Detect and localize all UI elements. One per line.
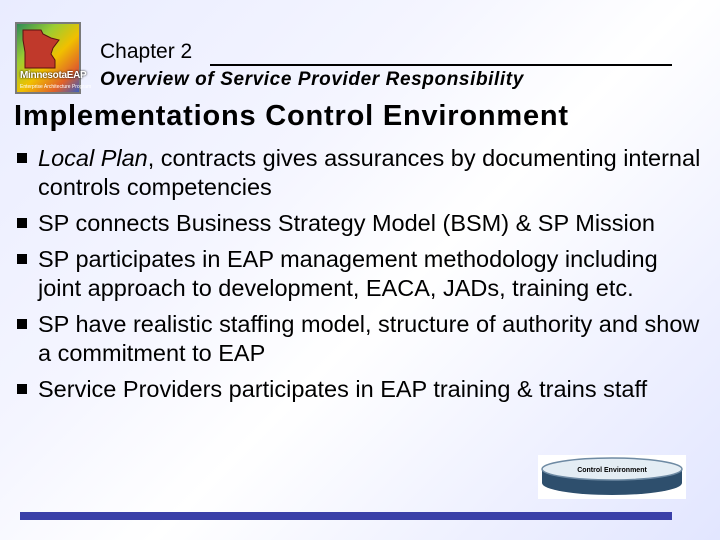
chapter-label: Chapter 2 — [100, 40, 193, 63]
bullet-square-icon — [17, 319, 27, 329]
bullet-text: Service Providers participates in EAP training & trains staff — [38, 376, 648, 402]
bullet-item — [16, 375, 706, 404]
bullet-square-icon — [17, 254, 27, 264]
bullet-item — [16, 310, 706, 368]
bullet-text: SP have realistic staffing model, structure of authority and show a commitment to EAP — [38, 311, 700, 366]
bullet-text: SP participates in EAP management methodology including joint approach to development, EACA, JADs, training etc. — [38, 246, 658, 301]
bullet-text: , contracts gives assurances by documenting internal controls competencies — [38, 145, 701, 200]
bullet-square-icon — [17, 153, 27, 163]
control-environment-diagram — [538, 455, 686, 499]
chapter-subtitle: Overview of Service Provider Responsibility — [100, 69, 524, 90]
bullet-square-icon — [17, 384, 27, 394]
bullet-list — [16, 144, 706, 411]
bullet-lead: Local Plan — [38, 145, 148, 171]
bullet-item — [16, 209, 706, 238]
logo-text: MinnesotaEAP — [20, 70, 87, 81]
slide-title: Implementations Control Environment — [14, 100, 569, 132]
bullet-item — [16, 245, 706, 303]
footer-accent-bar — [20, 512, 672, 520]
logo-subtext: Enterprise Architecture Program — [20, 84, 92, 90]
bullet-square-icon — [17, 218, 27, 228]
bullet-item — [16, 144, 706, 202]
minnesota-map-icon — [21, 28, 61, 70]
cylinder-label: Control Environment — [577, 467, 647, 474]
minnesota-eap-logo — [15, 22, 92, 94]
bullet-text: SP connects Business Strategy Model (BSM) & SP Mission — [38, 210, 655, 236]
header-rule — [210, 64, 672, 66]
